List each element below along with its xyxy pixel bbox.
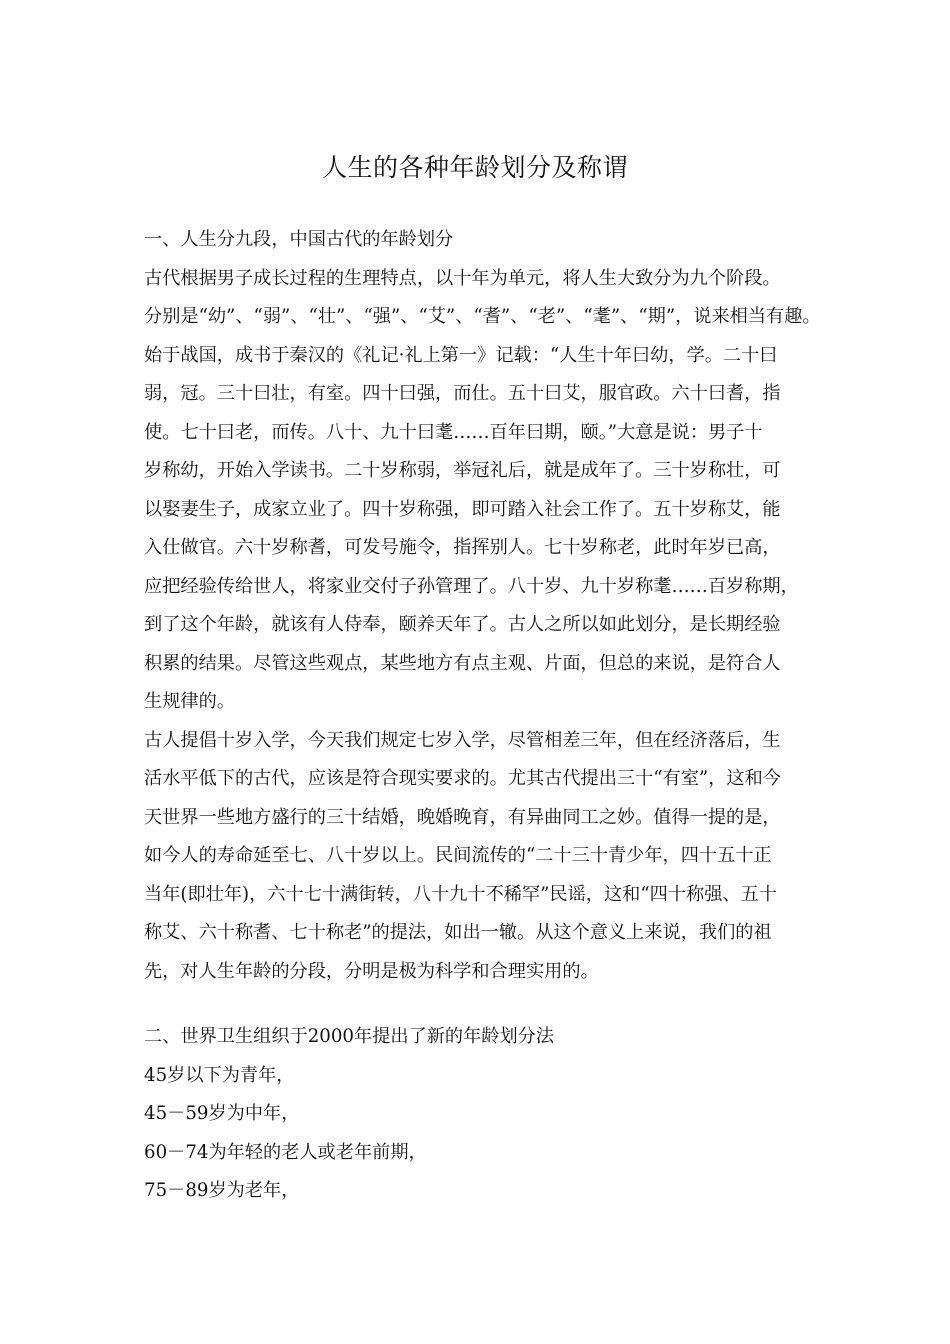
paragraph-line: 活水平低下的古代，应该是符合现实要求的。尤其古代提出三十“有室”，这和今 — [144, 768, 781, 789]
age-range-line: 60－74为年轻的老人或老年前期， — [144, 1141, 427, 1163]
paragraph-line: 当年(即壮年)，六十七十满街转，八十九十不稀罕”民谣，这和“四十称强、五十 — [144, 883, 777, 905]
paragraph-line: 分别是“幼”、“弱”、“壮”、“强”、“艾”、“耆”、“老”、“耄”、“期”，说来相当有趣。 — [144, 306, 821, 327]
paragraph-line: 称艾、六十称耆、七十称老”的提法，如出一辙。从这个意义上来说，我们的祖 — [144, 922, 772, 943]
paragraph-line: 先，对人生年龄的分段，分明是极为科学和合理实用的。 — [144, 960, 599, 982]
document-title: 人生的各种年龄划分及称谓 — [321, 153, 628, 182]
paragraph-line: 到了这个年龄，就该有人侍奉，颐养天年了。古人之所以如此划分，是长期经验 — [144, 614, 781, 635]
section-heading: 二、世界卫生组织于2000年提出了新的年龄划分法 — [144, 1026, 555, 1047]
paragraph-line: 岁称幼，开始入学读书。二十岁称弱，举冠礼后，就是成年了。三十岁称壮，可 — [144, 460, 781, 481]
paragraph-line: 始于战国，成书于秦汉的《礼记·礼上第一》记载：“人生十年曰幼，学。二十曰 — [144, 344, 778, 366]
paragraph-line: 天世界一些地方盛行的三十结婚，晚婚晚育，有异曲同工之妙。值得一提的是， — [144, 806, 781, 828]
age-range-line: 75－89岁为老年， — [144, 1180, 300, 1201]
paragraph-line: 古人提倡十岁入学，今天我们规定七岁入学，尽管相差三年，但在经济落后，生 — [144, 729, 781, 751]
paragraph-line: 古代根据男子成长过程的生理特点，以十年为单元，将人生大致分为九个阶段。 — [144, 267, 781, 289]
section-heading: 一、人生分九段，中国古代的年龄划分 — [144, 229, 454, 250]
paragraph-line: 弱，冠。三十曰壮，有室。四十曰强，而仕。五十曰艾，服官政。六十曰耆，指 — [144, 383, 781, 404]
paragraph-line: 如今人的寿命延至七、八十岁以上。民间流传的“二十三十青少年，四十五十正 — [144, 845, 772, 866]
paragraph-line: 以娶妻生子，成家立业了。四十岁称强，即可踏入社会工作了。五十岁称艾，能 — [144, 498, 781, 520]
section-who-age-division — [144, 1018, 812, 1211]
paragraph-line: 生规律的。 — [144, 691, 235, 712]
paragraph-line: 应把经验传给世人，将家业交付子孙管理了。八十岁、九十岁称耄……百岁称期， — [144, 575, 799, 597]
paragraph-line: 入仕做官。六十岁称耆，可发号施令，指挥别人。七十岁称老，此时年岁已高， — [144, 537, 781, 558]
paragraph-line: 使。七十曰老，而传。八十、九十曰耄……百年曰期，颐。”大意是说：男子十 — [144, 421, 763, 443]
age-range-line: 45岁以下为青年， — [144, 1064, 295, 1086]
paragraph-line: 积累的结果。尽管这些观点，某些地方有点主观、片面，但总的来说，是符合人 — [144, 652, 781, 674]
section-ancient-age-division — [144, 221, 821, 991]
age-range-line: 45－59岁为中年， — [144, 1103, 300, 1124]
